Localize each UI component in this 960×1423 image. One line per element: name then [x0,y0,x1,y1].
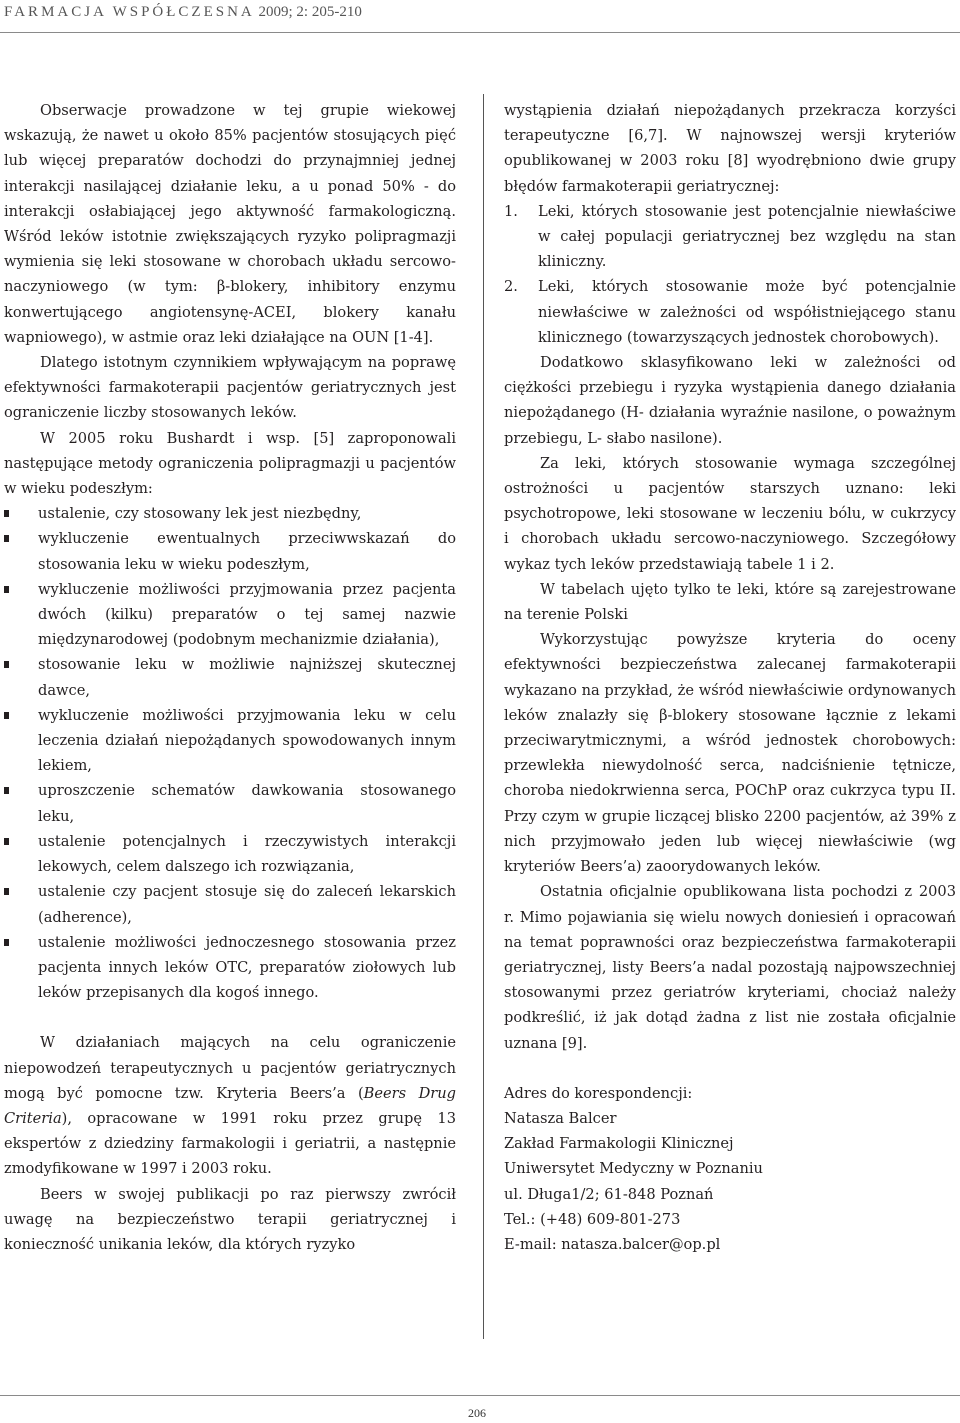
paragraph-beers-publication: Beers w swojej publikacji po raz pierwszy zwrócił uwagę na bezpieczeństwo terapii geriatrycznej i konieczność unikania leków, dla których ryzyko [4,1185,456,1253]
list-item [4,703,456,779]
bullet-square-icon [4,535,9,542]
list-item [4,577,456,653]
list-item [4,879,456,929]
polypharmacy-methods-list [4,501,456,1005]
list-item-text: ustalenie potencjalnych i rzeczywistych interakcji lekowych, celem dalszego ich rozwiązania, [38,832,456,876]
list-item-text: wykluczenie ewentualnych przeciwwskazań do stosowania leku w wieku podeszłym, [38,530,456,573]
paragraph-example: Wykorzystując powyższe kryteria do oceny efektywności bezpieczeństwa zalecanej farmakoterapii wykazano na przykład, że wśród niewłaściwie ordynowanych leków znalazły się β-blokery stosowane łącznie z lekami przeciwarytmicznymi, a wśród jednostek chorobowych: przewlekła niewydolność serca, nadciśnienie tętnicze, choroba niedokrwienna serca, POChP oraz cukrzyca typu II. Przy czym w grupie liczącej blisko 2200 pacjentów, aż 39% z nich przyjmowało jeden lub więcej niewłaściwie (wg kryteriów Beers’a) zaoorydowanych leków. [504,631,956,876]
paragraph-tables-note: W tabelach ujęto tylko te leki, które są zarejestrowane na terenie Polski [504,580,956,624]
list-item [4,652,456,702]
journal-name: FARMACJA WSPÓŁCZESNA [4,4,255,20]
running-header [0,0,960,33]
paragraph-bushardt: W 2005 roku Bushardt i wsp. [5] zaproponowali następujące metody ograniczenia polipragmazji u pacjentów w wieku podeszłym: [4,429,456,498]
bullet-square-icon [4,888,9,895]
paragraph-beers-criteria [4,1030,456,1181]
text-beers-italic: Beers Drug Criteria [4,1084,456,1127]
list-item [4,778,456,828]
text-risk-drugs: Wśród leków istotnie zwiększających ryzyko polipragmazji wymienia się leki stosowane w chorobach układu sercowo-naczyniowego (w tym: β-blokery, inhibitory enzymu konwertującego angiotensynę-ACEI, blokery kanału wapniowego), w astmie oraz leki działające na OUN [1-4]. [4,228,456,346]
correspondence-address [504,1081,956,1257]
address-line: Tel.: (+48) 609-801-273 [504,1210,681,1228]
address-line: Uniwersytet Medyczny w Poznaniu [504,1160,763,1178]
list-item-number: 1. [504,202,518,220]
page-number: 206 [468,1406,486,1420]
text-beers-intro: W działaniach mających na celu ograniczenie niepowodzeń terapeutycznych u pacjentów geriatrycznych mogą być pomocne tzw. Kryteria Beers’a ( [4,1034,456,1102]
bullet-square-icon [4,510,9,517]
list-item-number: 2. [504,278,518,296]
bullet-square-icon [4,661,9,668]
paragraph-interactions [4,98,456,350]
list-item [4,501,456,526]
list-item-text: wykluczenie możliwości przyjmowania leku w celu leczenia działań niepożądanych spowodowanych innym lekiem, [38,706,456,775]
list-item-text: Leki, których stosowanie jest potencjalnie niewłaściwe w całej populacji geriatrycznej bez względu na stan kliniczny. [538,202,956,271]
paragraph-severity: Dodatkowo sklasyfikowano leki w zależności od ciężkości przebiegu i ryzyka wystąpienia danego działania niepożądanego (H- działania wyraźnie nasilone, o poważnym przebiegu, L- słabo nasilone). [504,354,956,447]
left-column [4,98,456,1257]
list-item [504,274,956,350]
paragraph-caution-drugs: Za leki, których stosowanie wymaga szczególnej ostrożności u pacjentów starszych uznano: leki psychotropowe, leki stosowane w leczeniu bólu, w cukrzycy i chorobach układu sercowo-naczyniowego. Szczegółowy wykaz tych leków przedstawiają tabele 1 i 2. [504,454,956,573]
bullet-square-icon [4,712,9,719]
journal-issue: 2009; 2: 205-210 [254,4,362,20]
text-beers-end: ), opracowane w 1991 roku przez grupę 13 ekspertów z dziedziny farmakologii i geriatrii, a następnie zmodyfikowane w 1997 i 2003 roku. [4,1109,456,1178]
bullet-square-icon [4,787,9,794]
address-line: Natasza Balcer [504,1109,617,1127]
address-email[interactable]: E-mail: natasza.balcer@op.pl [504,1235,721,1253]
list-item-text: wykluczenie możliwości przyjmowania przez pacjenta dwóch (kilku) preparatów o tej samej nazwie międzynarodowej (podobnym mechanizmie działania), [38,580,456,649]
bullet-square-icon [4,939,9,946]
journal-citation [4,4,362,21]
bullet-square-icon [4,586,9,593]
list-item-text: ustalenie czy pacjent stosuje się do zaleceń lekarskich (adherence), [38,883,456,926]
bullet-square-icon [4,838,9,845]
list-item-text: ustalenie możliwości jednoczesnego stosowania przez pacjenta innych leków OTC, preparatów ziołowych lub leków przepisanych dla kogoś innego. [38,933,456,1002]
page-footer [0,1395,960,1423]
error-groups-list [504,199,956,350]
list-item [4,829,456,879]
paragraph-last-list: Ostatnia oficjalnie opublikowana lista pochodzi z 2003 r. Mimo pojawiania się wielu nowych doniesień i opracowań na temat poprawności oraz bezpieczeństwa farmakoterapii geriatrycznej, listy Beers’a nadal pozostają najpowszechniej stosowanymi przez geriatrów kryteriami, chociaż należy podkreślić, iż jak dotąd żadna z list nie została oficjalnie uznana [9]. [504,883,956,1052]
column-divider [483,94,484,1339]
address-line: Adres do korespondencji: [504,1084,693,1102]
address-line: ul. Długa1/2; 61-848 Poznań [504,1185,714,1203]
paragraph-effectiveness: Dlatego istotnym czynnikiem wpływającym na poprawę efektywności farmakoterapii pacjentów geriatrycznych jest ograniczenie liczby stosowanych leków. [4,354,456,422]
list-item [504,199,956,275]
text-interactions: Obserwacje prowadzone w tej grupie wiekowej wskazują, że nawet u około 85% pacjentów stosujących pięć lub więcej preparatów dochodzi do przynajmniej jednej interakcji nasilającej działanie leku, a u ponad 50% - do interakcji osłabiającej jego aktywność farmakologiczną. [4,102,456,220]
list-item-text: stosowanie leku w możliwie najniższej skutecznej dawce, [38,656,456,699]
list-item [4,930,456,1006]
list-item [4,526,456,576]
list-item-text: ustalenie, czy stosowany lek jest niezbędny, [38,505,362,523]
list-item-text: Leki, których stosowanie może być potencjalnie niewłaściwe w zależności od współistniejącego stanu klinicznego (towarzyszących jednostek chorobowych). [538,278,956,346]
address-line: Zakład Farmakologii Klinicznej [504,1135,734,1153]
right-column [504,98,956,1257]
paragraph-continuation: wystąpienia działań niepożądanych przekracza korzyści terapeutyczne [6,7]. W najnowszej wersji kryteriów opublikowanej w 2003 roku [8] wyodrębniono dwie grupy błędów farmakoterapii geriatrycznej: [504,102,956,195]
list-item-text: uproszczenie schematów dawkowania stosowanego leku, [38,782,456,825]
